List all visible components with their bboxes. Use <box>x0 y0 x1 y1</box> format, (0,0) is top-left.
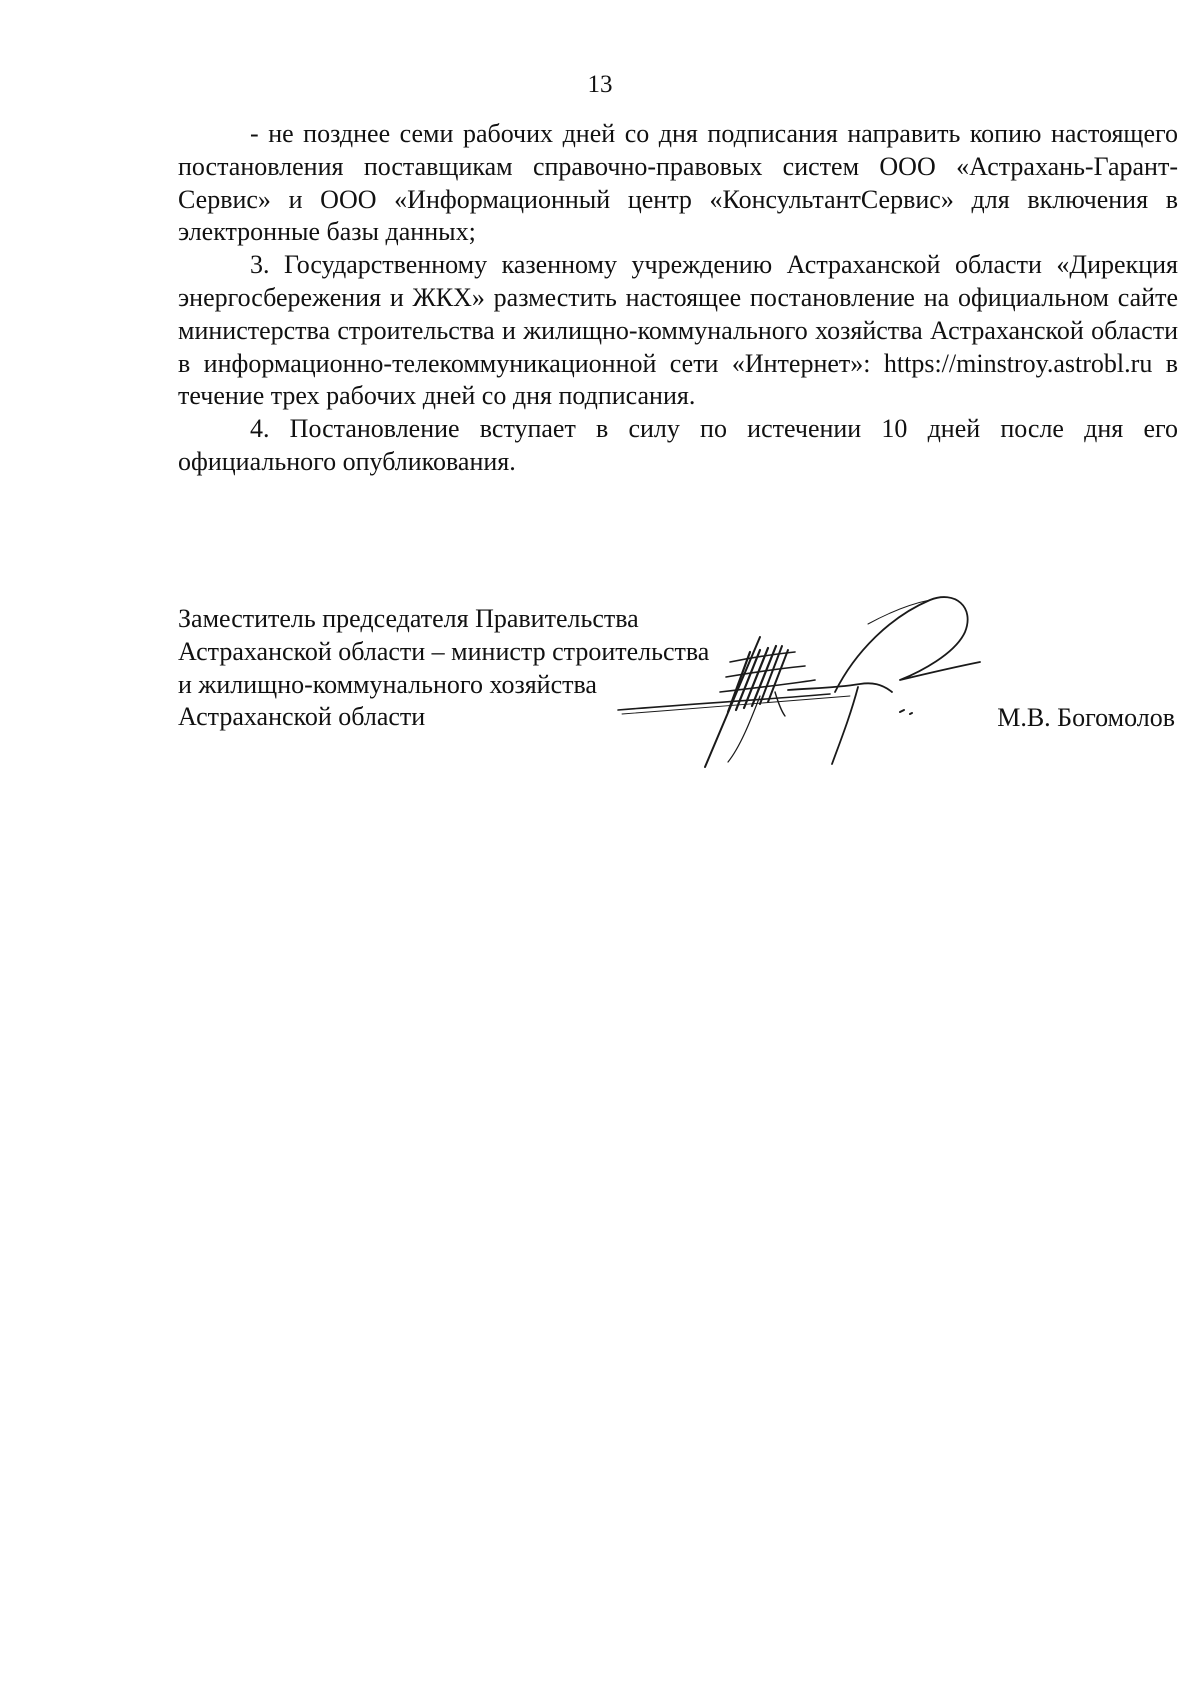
position-line: и жилищно-коммунального хозяйства <box>178 669 597 699</box>
paragraph-send-copy: - не позднее семи рабочих дней со дня подписания направить копию настоящего постановления поставщикам справочно-правовых систем ООО «Астрахань-Гарант-Сервис» и ООО «Информационный центр «КонсультантСервис» для включения в электронные базы данных; <box>178 119 1178 247</box>
position-line: Астраханской области – министр строительства <box>178 636 710 666</box>
paragraph-item-3: 3. Государственному казенному учреждению Астраханской области «Дирекция энергосбережения и ЖКХ» разместить настоящее постановление на официальном сайте министерства строительства и жилищно-коммунального хозяйства Астраханской области в информационно-телекоммуникационной сети «Интернет»: https://minstroy.astrobl.ru в течение трех рабочих дней со дня подписания. <box>178 250 1178 411</box>
document-body <box>178 118 1178 479</box>
signer-name: М.В. Богомолов <box>997 703 1175 732</box>
handwritten-signature-icon <box>610 592 1040 772</box>
position-line: Заместитель председателя Правительства <box>178 604 639 633</box>
position-line: Астраханской области <box>178 702 426 732</box>
paragraph-item-4: 4. Постановление вступает в силу по истечении 10 дней после дня его официального опубликования. <box>178 414 1178 476</box>
page-number: 13 <box>587 71 613 98</box>
